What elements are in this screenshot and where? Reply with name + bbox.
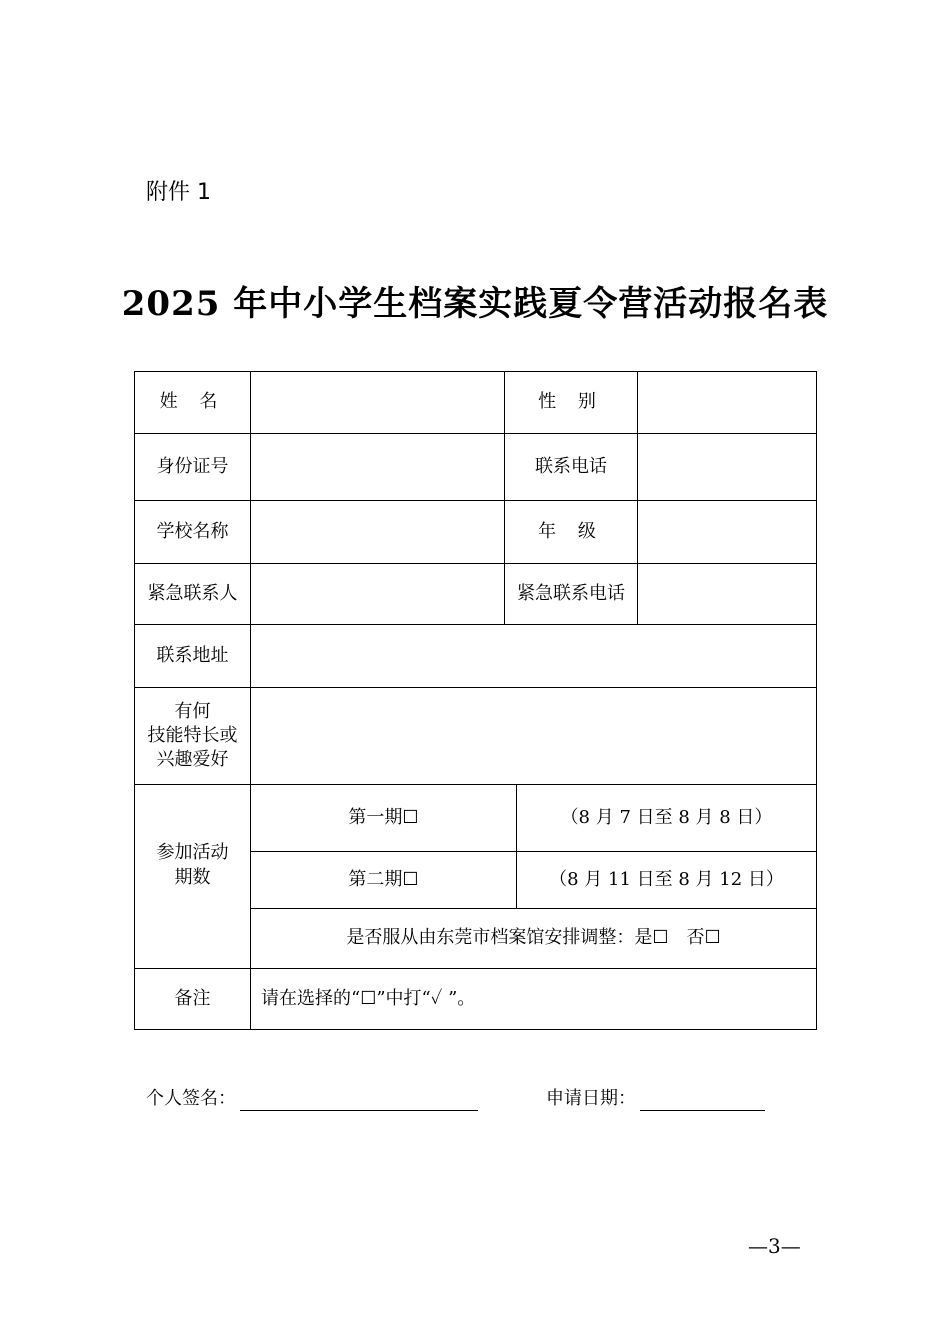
table-row [135, 785, 817, 852]
table-row [135, 688, 817, 785]
emergency-phone-field[interactable] [638, 564, 817, 625]
id-number-label: 身份证号 [135, 434, 251, 501]
name-field[interactable] [251, 372, 505, 434]
gender-label: 性 别 [505, 372, 638, 434]
skills-label-line: 兴趣爱好 [156, 749, 229, 771]
phone-label: 联系电话 [505, 434, 638, 501]
session2-checkbox[interactable]: 第二期☐ [251, 852, 517, 909]
school-field[interactable] [251, 501, 505, 564]
skills-label [135, 688, 251, 785]
session1-dates: （8 月 7 日至 8 月 8 日） [517, 785, 817, 852]
signature-label: 个人签名： [146, 1088, 236, 1109]
signature-line[interactable] [240, 1110, 478, 1111]
skills-label-line: 技能特长或 [147, 724, 238, 746]
remarks-text: 请在选择的“☐”中打“✓ ”。 [251, 969, 817, 1030]
address-field[interactable] [251, 625, 817, 688]
attachment-label: 附件 1 [146, 180, 211, 205]
page-title: 2025 年中小学生档案实践夏令营活动报名表 [121, 284, 829, 324]
name-label: 姓 名 [135, 372, 251, 434]
session1-checkbox[interactable]: 第一期☐ [251, 785, 517, 852]
session-label [135, 785, 251, 969]
grade-label: 年 级 [505, 501, 638, 564]
emergency-contact-field[interactable] [251, 564, 505, 625]
school-label: 学校名称 [135, 501, 251, 564]
session-label-line: 参加活动 [156, 842, 229, 864]
table-row [135, 372, 817, 434]
session2-dates: （8 月 11 日至 8 月 12 日） [517, 852, 817, 909]
adjustment-question[interactable]: 是否服从由东莞市档案馆安排调整：是☐ 否☐ [251, 909, 817, 969]
date-line[interactable] [640, 1110, 765, 1111]
date-label: 申请日期： [546, 1088, 636, 1109]
table-row [135, 564, 817, 625]
table-row [135, 434, 817, 501]
phone-field[interactable] [638, 434, 817, 501]
emergency-phone-label: 紧急联系电话 [505, 564, 638, 625]
skills-field[interactable] [251, 688, 817, 785]
gender-field[interactable] [638, 372, 817, 434]
grade-field[interactable] [638, 501, 817, 564]
address-label: 联系地址 [135, 625, 251, 688]
page-number: —3— [748, 1234, 801, 1258]
table-row [135, 625, 817, 688]
emergency-contact-label: 紧急联系人 [135, 564, 251, 625]
id-number-field[interactable] [251, 434, 505, 501]
table-row [135, 501, 817, 564]
skills-label-line: 有何 [174, 700, 211, 722]
registration-form-table [134, 371, 817, 1030]
remarks-label: 备注 [135, 969, 251, 1030]
table-row [135, 969, 817, 1030]
session-label-line: 期数 [174, 866, 211, 888]
